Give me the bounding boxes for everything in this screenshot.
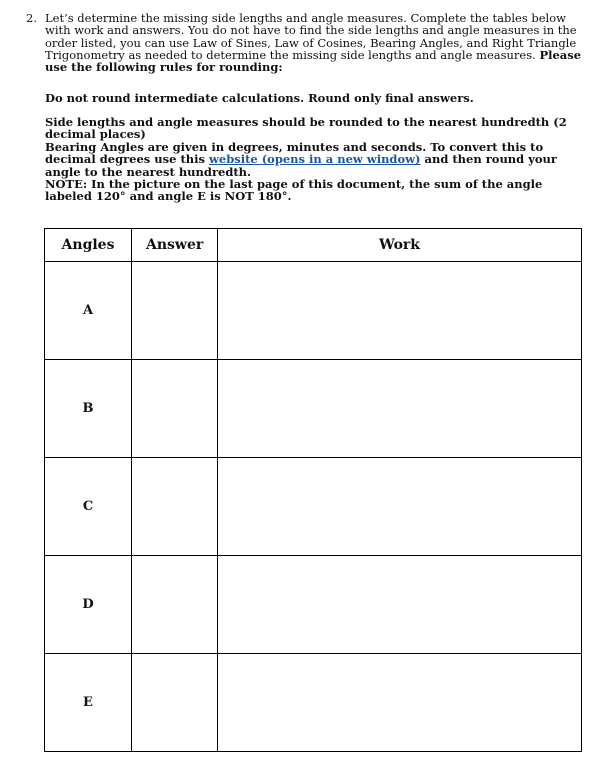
- bearing-angles-instruction: [45, 141, 590, 178]
- question-intro: Let’s determine the missing side lengths and angle measures. Complete the tables below with work and answers. You do not have to find the side lengths and angle measures in the order listed, you can use Law of Sines, Law of Cosines, Bearing Angles, and Right Triangle Trigonometry as needed to determine the missing side lengths and angle measures.: [45, 11, 577, 62]
- header-angles: Angles: [45, 229, 132, 262]
- work-cell-d[interactable]: [218, 556, 582, 654]
- table-row: [45, 360, 582, 458]
- header-work: Work: [218, 229, 582, 262]
- question-instructions: [45, 12, 585, 73]
- angles-table-container: [44, 228, 581, 751]
- work-cell-a[interactable]: [218, 262, 582, 360]
- angle-label-e: E: [45, 654, 132, 752]
- answer-cell-c[interactable]: [132, 458, 218, 556]
- table-row: [45, 556, 582, 654]
- angle-label-a: A: [45, 262, 132, 360]
- angle-label-c: C: [45, 458, 132, 556]
- angles-table: [44, 228, 582, 752]
- angle-label-b: B: [45, 360, 132, 458]
- work-cell-e[interactable]: [218, 654, 582, 752]
- table-row: [45, 262, 582, 360]
- work-cell-c[interactable]: [218, 458, 582, 556]
- sum-note: NOTE: In the picture on the last page of this document, the sum of the angle labeled 120° and angle E is NOT 180°.: [45, 177, 543, 204]
- table-row: [45, 654, 582, 752]
- table-row: [45, 458, 582, 556]
- answer-cell-b[interactable]: [132, 360, 218, 458]
- work-cell-b[interactable]: [218, 360, 582, 458]
- website-link[interactable]: website (opens in a new window): [208, 152, 421, 167]
- answer-cell-d[interactable]: [132, 556, 218, 654]
- rule-hundredth-rounding: Side lengths and angle measures should be rounded to the nearest hundredth (2 decimal places): [45, 115, 567, 142]
- bearing-text-before: Bearing Angles are given in degrees, minutes and seconds. To convert this to decimal degrees use this: [45, 140, 544, 167]
- rule-no-intermediate-rounding: Do not round intermediate calculations. Round only final answers.: [45, 91, 474, 105]
- bearing-text-after: and then round your angle to the nearest hundredth.: [45, 152, 557, 179]
- table-header-row: [45, 229, 582, 262]
- rounding-lead: Please use the following rules for rounding:: [45, 47, 582, 75]
- question-number: 2.: [26, 11, 37, 25]
- header-answer: Answer: [132, 229, 218, 262]
- answer-cell-a[interactable]: [132, 262, 218, 360]
- answer-cell-e[interactable]: [132, 654, 218, 752]
- angle-label-d: D: [45, 556, 132, 654]
